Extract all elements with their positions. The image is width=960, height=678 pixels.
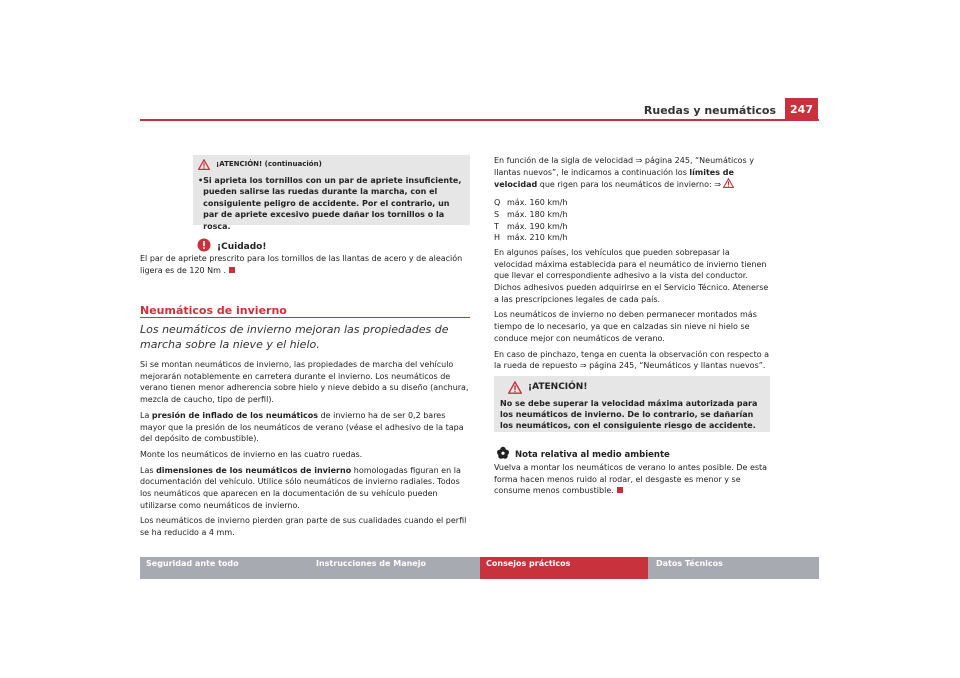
speed-row: H máx. 210 km/h — [494, 233, 568, 243]
section-rule — [140, 317, 470, 318]
left-body — [140, 359, 470, 543]
warning-box — [494, 376, 770, 432]
environment-heading — [496, 446, 670, 460]
warning-triangle-icon — [723, 178, 734, 188]
page-number: 247 — [785, 98, 818, 120]
warning-triangle-icon — [508, 381, 522, 394]
paragraph: Si se montan neumáticos de invierno, las propiedades de marcha del vehículo mejorarán notablemente en carretera durante el invierno. Los neumáticos de verano tienen menor adherencia sobre hielo y nieve debido a su diseño (anchura, mezcla de caucho, tipo de perfil). — [140, 360, 469, 405]
warning-text: No se debe superar la velocidad máxima autorizada para los neumáticos de invierno. De lo contrario, se dañarían los neumáticos, con el consiguiente riesgo de accidente. — [500, 399, 758, 430]
right-body-top — [494, 155, 770, 376]
speed-list — [494, 197, 770, 244]
environment-text: Vuelva a montar los neumáticos de verano lo antes posible. De esta forma hacen menos ruido al rodar, el desgaste es menor y se consume menos combustible. — [494, 463, 768, 496]
warning-header — [508, 381, 764, 394]
header-rule — [140, 119, 819, 121]
warning-continuation-box — [193, 155, 470, 231]
page-header-title: Ruedas y neumáticos — [643, 104, 776, 117]
paragraph: Los neumáticos de invierno pierden gran parte de sus cualidades cuando el perfil se ha reducido a 4 mm. — [140, 516, 467, 538]
environment-title: Nota relativa al medio ambiente — [515, 450, 670, 460]
paragraph: La presión de inflado de los neumáticos de invierno ha de ser 0,2 bares mayor que la presión de los neumáticos de verano (véase el adhesivo de la tapa del depósito de combustible). — [140, 410, 464, 444]
end-marker-icon — [229, 267, 235, 273]
paragraph: En algunos países, los vehículos que pueden sobrepasar la velocidad máxima establecida para el neumático de invierno tienen que llevar el correspondiente adhesivo a la vista del conductor. Dichos adhesivos pueden adquirirse en el Servicio Técnico. Atenerse a las prescripciones legales de cada país. — [494, 247, 769, 304]
speed-row: S máx. 180 km/h — [494, 209, 568, 219]
caution-icon — [197, 238, 211, 252]
bold-term: dimensiones de los neumáticos de invierno — [156, 465, 352, 475]
bold-term: límites de velocidad — [494, 167, 734, 190]
footer-tab-datos[interactable]: Datos Técnicos — [650, 557, 819, 579]
paragraph: Los neumáticos de invierno no deben permanecer montados más tiempo de lo necesario, ya que en calzadas sin nieve ni hielo se conduce mejor con neumáticos de verano. — [494, 310, 757, 343]
caution-title: ¡Cuidado! — [217, 242, 267, 252]
caution-heading — [197, 238, 266, 252]
environment-text-block — [494, 462, 770, 497]
warning-title: ¡ATENCIÓN! — [528, 381, 588, 392]
footer-tab-seguridad[interactable]: Seguridad ante todo — [140, 557, 308, 579]
paragraph: En caso de pinchazo, tenga en cuenta la observación con respecto a la rueda de repuesto ⇒ página 245, “Neumáticos y llantas nuevos”. — [494, 349, 770, 371]
section-subtitle: Los neumáticos de invierno mejoran las propiedades de marcha sobre la nieve y el hielo. — [140, 323, 449, 351]
footer-tab-instrucciones[interactable]: Instrucciones de Manejo — [310, 557, 478, 579]
flower-icon — [496, 446, 510, 460]
paragraph: Las dimensiones de los neumáticos de invierno homologadas figuran en la documentación del vehículo. Utilice sólo neumáticos de invierno radiales. Todos los neumáticos que aparecen en la documentación de su vehículo pueden utilizarse como neumáticos de invierno. — [140, 465, 461, 510]
bullet-icon: • — [198, 175, 204, 185]
caution-text-block — [140, 253, 470, 276]
end-marker-icon — [617, 487, 623, 493]
bold-term: presión de inflado de los neumáticos — [151, 410, 319, 420]
warning-continuation-text: Si aprieta los tornillos con un par de apriete insuficiente, pueden salirse las ruedas durante la marcha, con el consiguiente peligro de accidente. Por el contrario, un par de apriete excesivo puede dañar los tornillos o la rosca. — [203, 175, 462, 231]
speed-row: T máx. 190 km/h — [494, 221, 568, 231]
footer-tab-consejos[interactable]: Consejos prácticos — [480, 557, 648, 579]
paragraph: En función de la sigla de velocidad ⇒ página 245, “Neumáticos y llantas nuevos”, le indicamos a continuación los límites de velocidad que rigen para los neumáticos de invierno: ⇒ — [494, 156, 754, 190]
section-title: Neumáticos de invierno — [140, 304, 287, 317]
speed-row: Q máx. 160 km/h — [494, 198, 568, 208]
warning-continuation-header — [198, 159, 465, 171]
warning-triangle-icon — [198, 159, 210, 170]
paragraph: Monte los neumáticos de invierno en las cuatro ruedas. — [140, 449, 363, 459]
warning-continuation-label: ¡ATENCIÓN! (continuación) — [216, 160, 322, 168]
caution-text: El par de apriete prescrito para los tornillos de las llantas de acero y de aleación ligera es de 120 Nm . — [140, 254, 463, 275]
